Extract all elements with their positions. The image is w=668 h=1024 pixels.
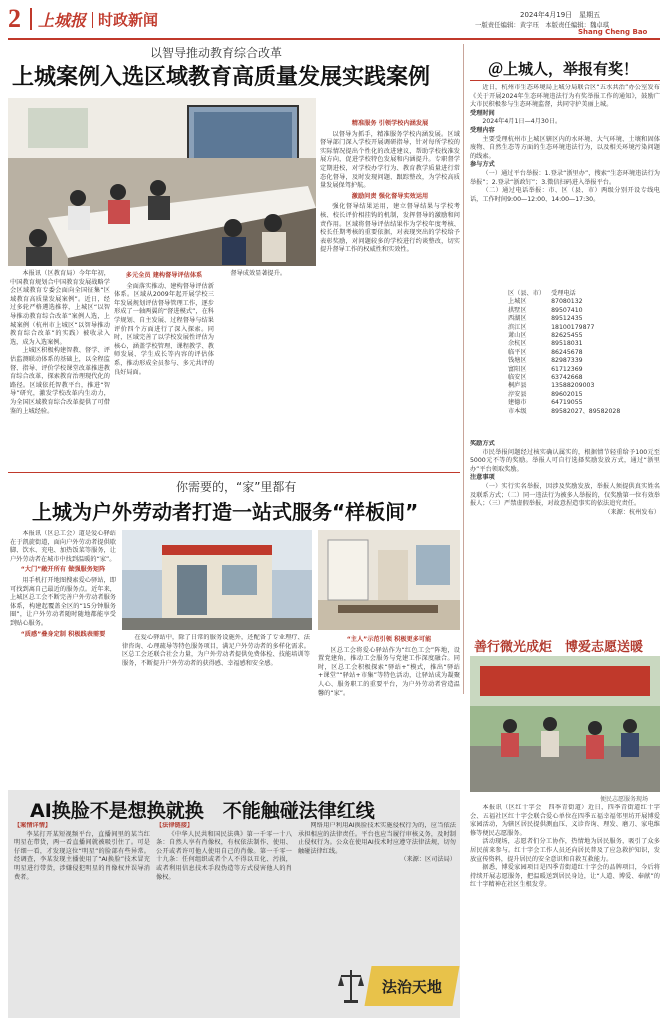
notice-body2: [470, 440, 660, 635]
article3-col2-text: 《中华人民共和国民法典》第一千零一十八条：自然人享有肖像权，有权依法制作、使用、公开或者许可他人使用自己的肖像。第一千零一十九条：任何组织或者个人不得以丑化、污损，或者利用信息技术手段伪造等方式侵害他人的肖像权。: [156, 830, 292, 881]
article1-col4-heading: 精准服务 引领学校内涵发展: [351, 120, 429, 127]
hotline-table: [508, 290, 626, 416]
article4-photo: [470, 656, 660, 792]
article3-col1-text: 李某打开某短视频平台，直播间里的某当红明星在带货，两一看直播间就被吸引住了。可是仔细一看，才发现这位“明星”的脸部有些异常。经调查，李某发现主播使用了“AI换脸”技术冒充明星进行带货，涉嫌侵犯明星的肖像权并误导消费者。: [14, 830, 150, 881]
hotline-district: 富阳区: [508, 365, 527, 373]
article3-source: （来源：区司法局）: [400, 856, 456, 864]
notice-source: （来源：杭州发布）: [604, 508, 660, 516]
editors-line: 一版责任编辑：黄宇珏 本版责任编辑：魏卓琪: [475, 21, 610, 29]
notice-reward-label: 奖励方式: [470, 440, 495, 447]
article3-title: AI换脸不是想换就换 不能触碰法律红线: [30, 800, 375, 822]
notice-reward: 市民举报问题经过核实确认属实的，根据情节轻重给予100元至5000元不等的奖励。举报人可自行选择奖励发放方式，通过“浙里办”平台领取奖励。: [470, 448, 660, 473]
notice-body: [470, 84, 660, 289]
hotline-district: 西湖区: [508, 315, 527, 323]
article1-col3: [218, 270, 316, 470]
article2-kicker: 你需要的，“家”里都有: [176, 480, 297, 494]
hotline-phone: 89582027、89582028: [551, 407, 621, 415]
article1-col1b-text: 上城区积极构建智教、督学、评估监测联动体系的基础上，以全程监督、指导、评价学校课堂改革推进教育综合改革，探索教育治理现代化的路径。区域依托智教平台，推进“智导”研究，激发学校改革内生动力，为全国区域教育综合改革提供了可借鉴的上城经验。: [10, 347, 110, 415]
paper-pinyin: Shang Cheng Bao: [578, 28, 648, 36]
date-line: 2024年4月19日 星期五: [520, 11, 601, 19]
law-stamp-label: 法治天地: [381, 977, 442, 996]
page-number: 2: [8, 4, 21, 33]
hotline-phone: 63742668: [551, 374, 583, 382]
hotline-table-wrap: [508, 290, 658, 416]
notice-period: 2024年4月1日—4月30日。: [482, 118, 562, 126]
notice-method-label: 参与方式: [470, 161, 495, 169]
hotline-phone: 61712369: [551, 365, 583, 373]
article1-col2-text: 全面落实推动、建构督导评估新体系。区域从2009年起开展学校三年发展规划评估督导管理工作，逐步形成了一轴两翼的“督进模式”，在科学规划、自主发展、过程督导与结果评价四个方面进行了深入探索。同时，区域完善了以学校发展性评估为核心，涵盖学校管理、课程教学、教师发展、学生成长等内容的评估体系，推动形成全员参与、多元共评的良好局面。: [114, 282, 214, 376]
article3-col1: [14, 822, 150, 1014]
article3-col3: [298, 822, 456, 962]
hotline-phone: 82987339: [551, 357, 583, 365]
notice-method1: （一）通过平台举报：1.登录“浙里办”，搜索“生态环境违法行为举报”；2.登录“浙政钉”；3.微信扫码进入举报平台。: [470, 169, 660, 186]
article2-col1-heading: “大门”敞开所有 做强服务矩阵: [20, 566, 106, 574]
article1-col2: [114, 270, 214, 470]
article1-col1-text: 本报讯（区教育局）今年年初，中国教育规划合中国教育发展战略学会区域教育专委会面向全国征集“区域教育高质量发展案例”。近日，经过多轮严格遴选推荐，上城区“以智导推动教育综合改革”案例人选，上城案例（杭州市上城区“以智导推动教育综合改革”的实践）被收录入选，成为入选案例。: [10, 270, 110, 346]
masthead-divider: [92, 12, 93, 28]
hotline-row: [508, 307, 626, 315]
article1-col3-top: 督导成效显著提升。: [230, 270, 287, 277]
hotline-district: 上城区: [508, 298, 527, 306]
article1-col1: [10, 270, 110, 520]
hotline-head-district: 区（县、市）: [508, 290, 546, 297]
article1-kicker: 以智导推动教育综合改革: [150, 46, 283, 60]
meeting-room-photo: [8, 98, 316, 266]
notice-title-rule: [470, 80, 660, 81]
article4-body-text: 本报讯（区红十字会 四季青街道）近日，四季青街道红十字会、五福社区红十字会联合爱心单位在四季五福幸福邻里坊开展博爱家园活动，为辖区居民提供测血压、义诊咨询、理发、磨刀、家电维修等便民志愿服务。: [470, 804, 660, 837]
notice-period-label: 受理时间: [470, 109, 495, 117]
notice-scope-label: 受理内容: [470, 126, 495, 134]
hotline-phone: 13588209003: [551, 382, 595, 390]
hotline-row: [508, 298, 626, 306]
hotline-row: [508, 357, 626, 365]
article4-title: 善行微光成炬 博爱志愿送暖: [474, 640, 644, 655]
article3-law-label: 【法律链接】: [156, 822, 194, 829]
hotline-phone: 89602015: [551, 390, 583, 398]
article1-col4-text: 以督导为抓手，精准服务学校内涵发展。区域督导部门深入学校开展调研指导，针对每所学校的实际情况提出个性化的改进建议，帮助学校找准发展方向，促进学校特色发展和内涵提升。专职督学定期进校，对学校办学行为、教育教学质量进行常态化督导，及时发现问题、跟踪整改，为学校高质量发展保驾护航。: [320, 130, 460, 190]
hotline-phone: 87080132: [551, 298, 583, 306]
article2-col3: [318, 634, 460, 784]
hotline-head-phone: 受理电话: [551, 290, 576, 297]
article1-col2-heading: 多元全员 建构督导评估体系: [125, 272, 203, 279]
article1-title: 上城案例入选区域教育高质量发展实践案例: [12, 65, 431, 90]
scales-icon: [338, 968, 364, 1004]
article2-title: 上城为户外劳动者打造一站式服务“样板间”: [32, 500, 419, 524]
hotline-row: [508, 315, 626, 323]
hotline-row: [508, 399, 626, 407]
article2-col1-heading2: “质感”叠身定制 积极践表需要: [20, 630, 106, 638]
hotline-row: [508, 340, 626, 348]
hotline-district: 桐庐县: [508, 382, 527, 390]
hotline-district: 拱墅区: [508, 306, 527, 314]
law-stamp: [364, 966, 459, 1006]
article4-body: [470, 804, 660, 1019]
article2-photo-right: [318, 530, 460, 630]
article2-col1-text: 本报讯（区总工会）道是爱心驿站在于凯旋街道，面向户外劳动者提供歇脚、饮水、充电、加热饭菜等服务，让户外劳动者在城市中找到温暖的“家”。: [10, 530, 116, 563]
article3-col3-text: 网络用户利用AI换脸技术实施侵权行为的，应当依法承担相应的法律责任。平台也应当履行审核义务，及时制止侵权行为。公众在使用AI技术时应遵守法律法规，切勿触碰法律红线。: [298, 822, 456, 855]
article2-col2: [122, 634, 310, 784]
article2-top-rule: [8, 472, 460, 473]
hotline-row: [508, 408, 626, 416]
column-divider: [463, 44, 464, 694]
notice-scope: 主要受理杭州市上城区辖区内的水环境、大气环境、土壤和固体废物、自然生态等方面的生态环境违法行为，以及相关环境污染问题的线索。: [470, 135, 660, 160]
notice-intro: 近日，杭州市生态环境局上城分局联合区“五水共治”办公室发布《关于开展2024年生态环境违法行为有奖举报工作的通知》，鼓励广大市民积极参与生态环境监督，共同守护美丽上城。: [470, 84, 660, 109]
notice-notes: （一）实行实名举报，因涉及奖励发放，举报人须提供真实姓名及联系方式；（二）同一违法行为被多人举报的，仅奖励第一位有效举报人；（三）严禁虚假举报，对故意捏造事实的依法追究责任。: [470, 482, 660, 508]
hotline-phone: 89518031: [551, 340, 583, 348]
hotline-district: 建德市: [508, 399, 527, 407]
hotline-phone: 64719055: [551, 399, 583, 407]
volunteer-photo: [470, 656, 660, 792]
article1-col4-heading2: 激励问责 强化督导实效运用: [351, 192, 429, 200]
hotline-row: [508, 366, 626, 374]
notice-method2: （二）通过电话举报：市、区（县、市）两级分别开设专线电话，工作时间9:00—12:00、14:00—17:30。: [470, 187, 660, 203]
article3-case-label: 【案情详情】: [14, 822, 52, 829]
hotline-phone: 82625455: [551, 332, 583, 340]
article2-col2-text: 在爱心驿站中，除了日常的服务设施外，还配备了专业理疗、法律咨询、心理疏导等特色服务项目，满足户外劳动者的多样化需求。区总工会还联合社会力量，为户外劳动者提供免费体检、技能培训等服务，不断提升户外劳动者的获得感、幸福感和安全感。: [122, 634, 310, 667]
hotline-district: 临安区: [508, 374, 527, 382]
paper-name: 上城报: [38, 11, 87, 30]
hotline-row: [508, 382, 626, 390]
section-name: 时政新闻: [98, 11, 159, 29]
hotline-district: 淳安县: [508, 390, 527, 398]
header-rule: [8, 38, 660, 40]
station-exterior-photo: [122, 530, 312, 630]
notice-notes-label: 注意事项: [470, 474, 495, 482]
hotline-row: [508, 324, 626, 332]
article4-caption: 便民志愿服务现场: [600, 796, 649, 803]
article4-body2-text: 活动现场，志愿者们分工协作，热情地为居民服务，吸引了众多居民前来参与。红十字会工作人员还向居民普及了应急救护知识，发放宣传资料，提升居民的安全意识和自救互救能力。: [470, 838, 660, 863]
article2-col1b-text: 用手机打开地图搜索爱心驿站，即可找到离自己最近的服务点。近年来，上城区总工会不断完善户外劳动者服务体系，构建起覆盖全区的“15分钟服务圈”，让户外劳动者随时随地都能享受到贴心服务。: [10, 576, 116, 627]
masthead-box: [30, 8, 32, 30]
article2-col3-text: 区总工会将爱心驿站作为“红色工会”阵地，设置党建角，推动工会服务与党建工作深度融合。同时，区总工会积极探索“驿站+”模式，推出“驿站+课堂”“驿站+市集”等特色活动，让驿站成为凝聚人心、服务职工的重要平台，为户外劳动者营造温馨的“家”。: [318, 646, 460, 697]
article1-col4: [320, 118, 460, 468]
hotline-district: 钱塘区: [508, 357, 527, 365]
article2-col1: [10, 530, 116, 780]
article1-photo: [8, 98, 316, 266]
article3-col2: [156, 822, 292, 1014]
notice-title: ＠上城人，举报有奖！: [488, 60, 639, 78]
hotline-district: 余杭区: [508, 340, 527, 348]
article2-col3-heading: “主人”示范引领 积极更多可能: [346, 636, 432, 643]
hotline-row: [508, 349, 626, 357]
article1-col4b-text: 强化督导结果运用，建立督导结果与学校考核、校长评价相挂钩的机制，发挥督导的激励和问责作用。区域将督导评估结果作为学校年度考核、校长任期考核的重要依据，对表现突出的学校给予表彰奖励，对问题较多的学校进行约谈整改，切实提升督导工作的权威性和实效性。: [320, 203, 460, 254]
article2-photo-left: [122, 530, 312, 630]
hotline-phone: 89507410: [551, 306, 583, 314]
hotline-district: 市本级: [508, 407, 527, 415]
hotline-district: 萧山区: [508, 332, 527, 340]
article4-body3-text: 据悉，博爱家园项目是四季青街道红十字会的品牌项目，今后将持续开展志愿服务，把温暖送到居民身边，让“人道、博爱、奉献”的红十字精神在社区生根发芽。: [470, 864, 660, 889]
hotline-phone: 18100179877: [551, 323, 595, 331]
hotline-district: 滨江区: [508, 323, 527, 331]
station-interior-photo: [318, 530, 460, 630]
hotline-phone: 86245678: [551, 348, 583, 356]
hotline-district: 临平区: [508, 348, 527, 356]
hotline-phone: 89512435: [551, 315, 583, 323]
